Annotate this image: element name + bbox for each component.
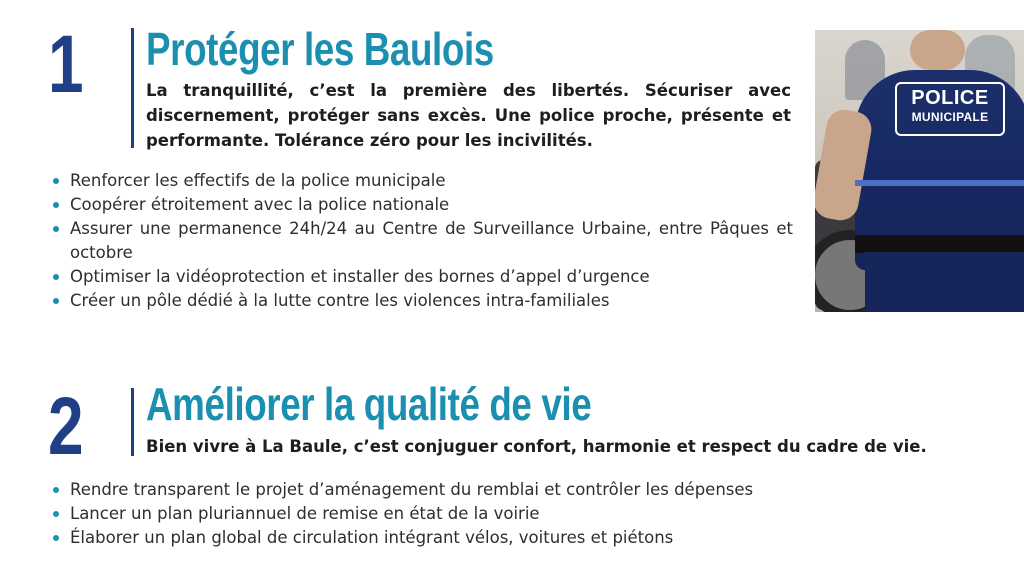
bullet-list [48, 169, 793, 313]
section-divider [131, 28, 134, 148]
police-badge: POLICE MUNICIPALE [895, 82, 1005, 136]
section-intro: Bien vivre à La Baule, c’est conjuguer confort, harmonie et respect du cadre de vie. [146, 437, 927, 456]
section-number: 1 [48, 19, 84, 110]
bullet-icon [53, 298, 59, 304]
bullet-icon [53, 226, 59, 232]
bullet-list [48, 478, 848, 550]
bullet-icon [53, 535, 59, 541]
bullet-icon [53, 202, 59, 208]
list-item: Créer un pôle dédié à la lutte contre les violences intra-familiales [48, 289, 793, 313]
police-photo [815, 30, 1024, 312]
list-item: Assurer une permanence 24h/24 au Centre de Surveillance Urbaine, entre Pâques et octobre [48, 217, 793, 265]
list-item: Lancer un plan pluriannuel de remise en état de la voirie [48, 502, 848, 526]
section-number: 2 [48, 381, 84, 472]
bullet-icon [53, 274, 59, 280]
list-item: Renforcer les effectifs de la police municipale [48, 169, 793, 193]
section-title: Protéger les Baulois [146, 23, 494, 75]
list-item: Élaborer un plan global de circulation intégrant vélos, voitures et piétons [48, 526, 848, 550]
section-divider [131, 388, 134, 456]
section-title: Améliorer la qualité de vie [146, 378, 592, 430]
list-item: Coopérer étroitement avec la police nationale [48, 193, 793, 217]
section-intro: La tranquillité, c’est la première des libertés. Sécuriser avec discernement, protéger sans excès. Une police proche, présente et performante. Tolérance zéro pour les incivilités. [146, 81, 791, 150]
bullet-icon [53, 178, 59, 184]
list-item: Rendre transparent le projet d’aménagement du remblai et contrôler les dépenses [48, 478, 848, 502]
list-item: Optimiser la vidéoprotection et installer des bornes d’appel d’urgence [48, 265, 793, 289]
bullet-icon [53, 487, 59, 493]
bullet-icon [53, 511, 59, 517]
